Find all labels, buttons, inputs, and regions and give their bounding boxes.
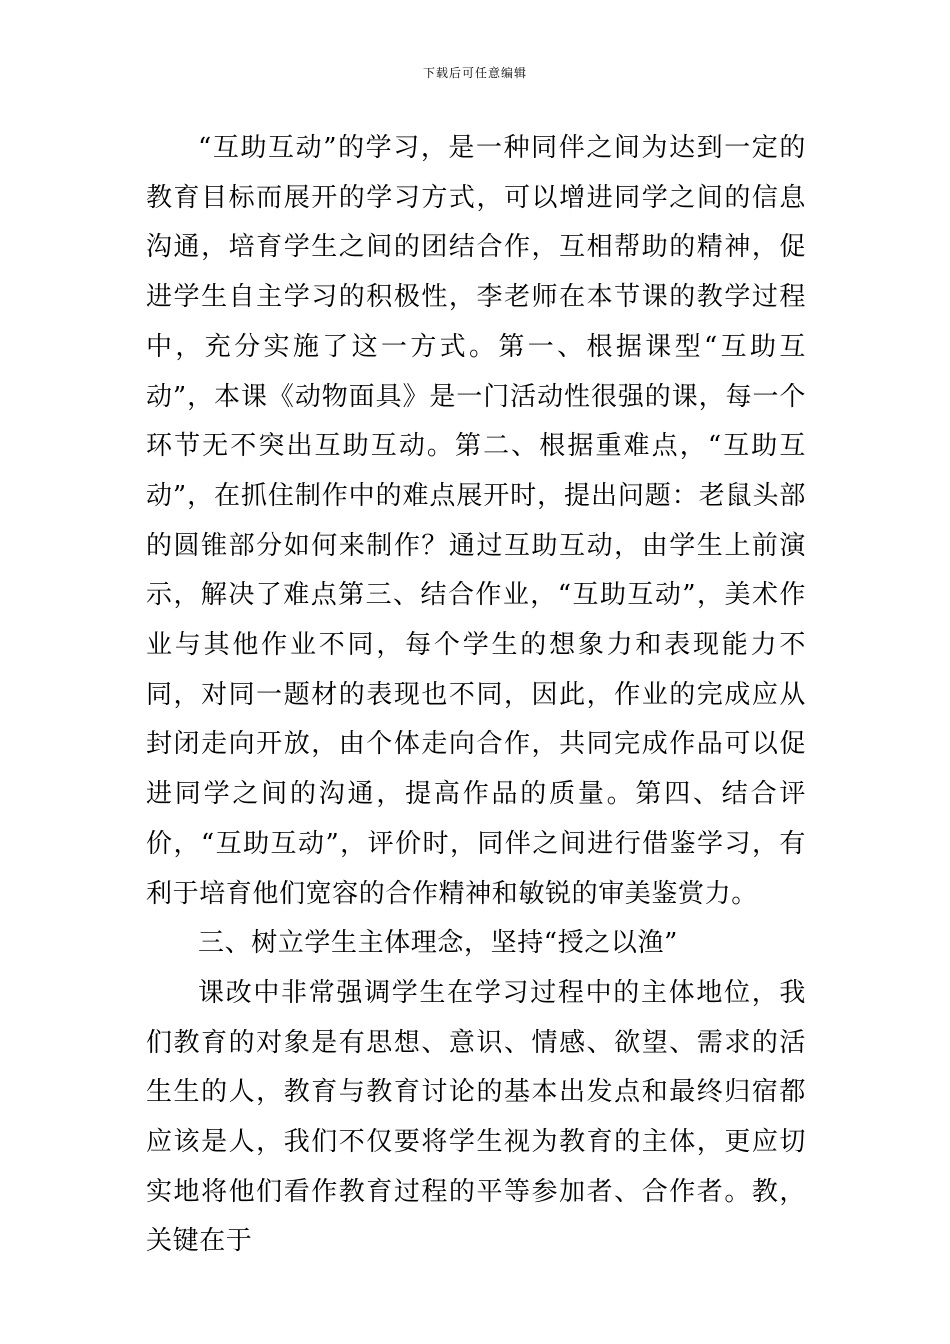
paragraph-student-subject: 课改中非常强调学生在学习过程中的主体地位，我们教育的对象是有思想、意识、情感、欲望、需求的活生生的人，教育与教育讨论的基本出发点和最终归宿都应该是人，我们不仅要将学生视为教育的主体，更应切实地将他们看作教育过程的平等参加者、合作者。教，关键在于 <box>146 977 806 1257</box>
section-heading-three: 三、树立学生主体理念，坚持“授之以渔” <box>198 928 678 959</box>
page-header: 下载后可任意编辑 <box>422 66 527 80</box>
document-body <box>146 124 806 1267</box>
paragraph-mutual-help: “互助互动”的学习，是一种同伴之间为达到一定的教育目标而展开的学习方式，可以增进同学之间的信息沟通，培育学生之间的团结合作，互相帮助的精神，促进学生自主学习的积极性，李老师在本节课的教学过程中，充分实施了这一方式。第一、根据课型“互助互动”，本课《动物面具》是一门活动性很强的课，每一个环节无不突出互助互动。第二、根据重难点，“互助互动”，在抓住制作中的难点展开时，提出问题：老鼠头部的圆锥部分如何来制作？通过互助互动，由学生上前演示，解决了难点第三、结合作业，“互助互动”，美术作业与其他作业不同，每个学生的想象力和表现能力不同，对同一题材的表现也不同，因此，作业的完成应从封闭走向开放，由个体走向合作，共同完成作品可以促进同学之间的沟通，提高作品的质量。第四、结合评价，“互助互动”，评价时，同伴之间进行借鉴学习，有利于培育他们宽容的合作精神和敏锐的审美鉴赏力。 <box>146 133 806 909</box>
